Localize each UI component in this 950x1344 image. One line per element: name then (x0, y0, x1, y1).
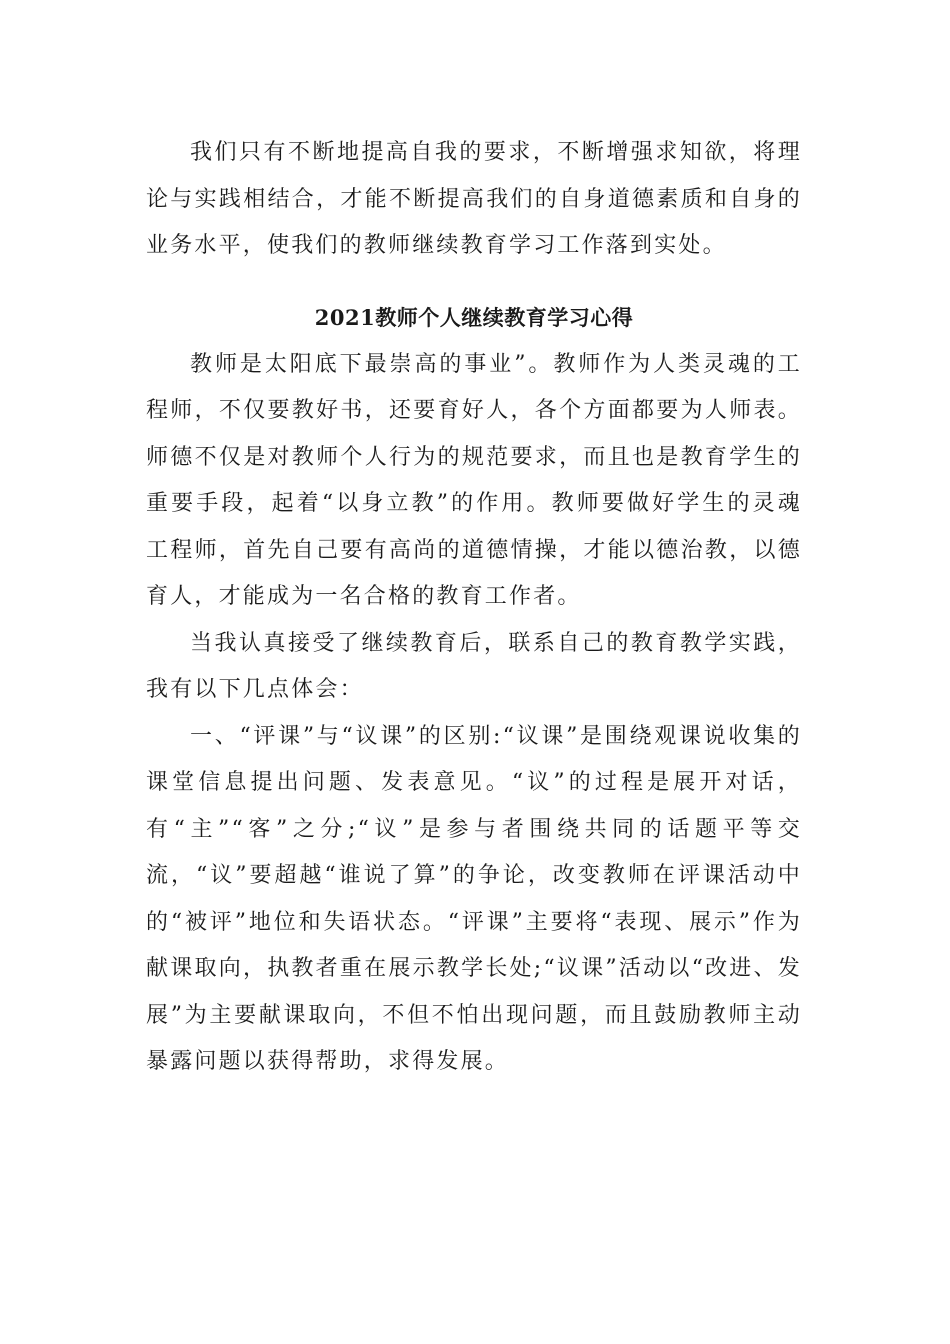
intro-paragraph: 我们只有不断地提高自我的要求，不断增强求知欲，将理论与实践相结合，才能不断提高我们的自身道德素质和自身的业务水平，使我们的教师继续教育学习工作落到实处。 (146, 140, 802, 258)
body-paragraph-3: 一、“评课”与“议课”的区别:“议课”是围绕观课说收集的课堂信息提出问题、发表意见。“议”的过程是展开对话，有“主”“客”之分;“议”是参与者围绕共同的话题平等交流，“议”要超越“谁说了算”的争论，改变教师在评课活动中的“被评”地位和失语状态。“评课”主要将“表现、展示”作为献课取向，执教者重在展示教学长处;“议课”活动以“改进、发展”为主要献课取向，不但不怕出现问题，而且鼓励教师主动暴露问题以获得帮助，求得发展。 (146, 723, 802, 1074)
body-paragraph-2: 当我认真接受了继续教育后，联系自己的教育教学实践，我有以下几点体会： (146, 630, 802, 702)
document-title: 2021教师个人继续教育学习心得 (314, 304, 634, 330)
body-paragraph-1: 教师是太阳底下最崇高的事业”。教师作为人类灵魂的工程师，不仅要教好书，还要育好人，各个方面都要为人师表。师德不仅是对教师个人行为的规范要求，而且也是教育学生的重要手段，起着“以身立教”的作用。教师要做好学生的灵魂工程师，首先自己要有高尚的道德情操，才能以德治教，以德育人，才能成为一名合格的教育工作者。 (146, 351, 802, 609)
document-page (146, 130, 802, 1086)
